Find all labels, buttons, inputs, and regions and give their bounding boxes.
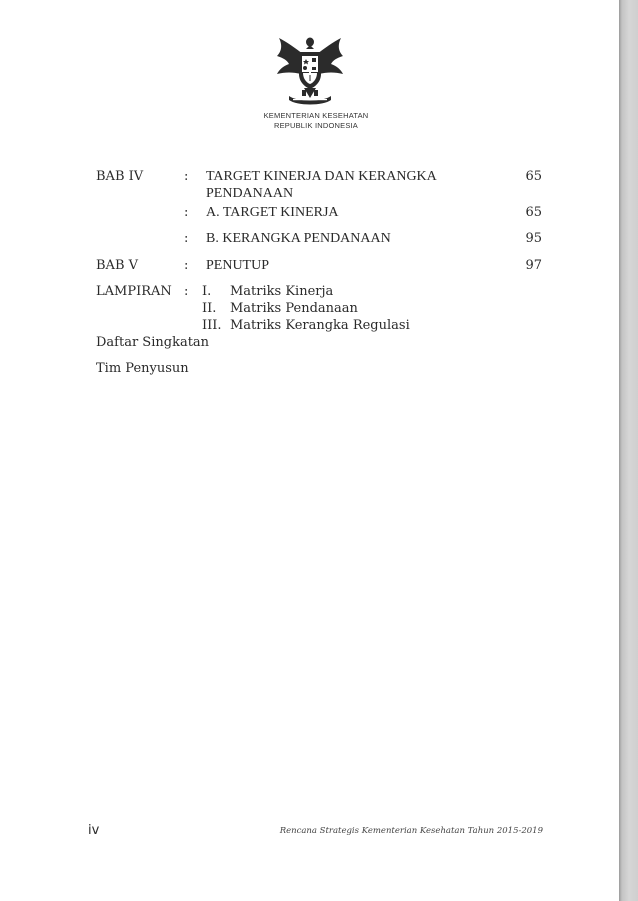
toc-page-number: 65 [525, 169, 542, 184]
toc-entry-title: Tim Penyusun [96, 361, 189, 376]
toc-separator: : [184, 231, 189, 246]
ministry-name-line2: REPUBLIK INDONESIA [273, 121, 359, 130]
toc-page-number: 95 [525, 231, 542, 246]
toc-entry-lampiran [96, 283, 544, 334]
toc-entry-title: Daftar Singkatan [96, 335, 210, 350]
toc-chapter-title: PENUTUP [206, 258, 270, 273]
appendix-numeral: I. [202, 284, 212, 299]
toc-entry-daftar-singkatan[interactable] [96, 334, 544, 351]
appendix-numeral: III. [202, 318, 222, 333]
toc-page-number: 65 [525, 205, 542, 220]
page-header [0, 36, 620, 131]
toc-entry-bab4-a[interactable] [96, 204, 544, 221]
toc-section-title: B. KERANGKA PENDANAAN [206, 231, 391, 246]
toc-page-number: 97 [525, 258, 542, 273]
appendix-numeral: II. [202, 301, 217, 316]
ministry-name-line1: KEMENTERIAN KESEHATAN [263, 111, 369, 120]
toc-appendix-label: LAMPIRAN [96, 284, 172, 299]
appendix-title: Matriks Kinerja [230, 284, 334, 299]
toc-chapter-title-line1: TARGET KINERJA DAN KERANGKA [206, 169, 437, 184]
page-number: iv [88, 823, 100, 838]
toc-chapter-title-line2: PENDANAAN [206, 186, 294, 201]
toc-section-title: A. TARGET KINERJA [206, 205, 339, 220]
toc-separator: : [184, 169, 189, 184]
toc-chapter-label: BAB IV [96, 169, 144, 184]
appendix-title: Matriks Kerangka Regulasi [230, 318, 410, 333]
toc-entry-bab4-b[interactable] [96, 230, 544, 247]
garuda-emblem-icon [273, 36, 347, 106]
toc-entry-tim-penyusun[interactable] [96, 360, 544, 377]
toc-entry-bab5[interactable] [96, 257, 544, 274]
toc-separator: : [184, 284, 189, 299]
footer-document-title: Rencana Strategis Kementerian Kesehatan Tahun 2015-2019 [279, 826, 543, 836]
toc-entry-bab4[interactable] [96, 168, 544, 202]
appendix-title: Matriks Pendanaan [230, 301, 358, 316]
toc-separator: : [184, 205, 189, 220]
toc-separator: : [184, 258, 189, 273]
page-edge-shadow [619, 0, 638, 901]
toc-chapter-label: BAB V [96, 258, 139, 273]
